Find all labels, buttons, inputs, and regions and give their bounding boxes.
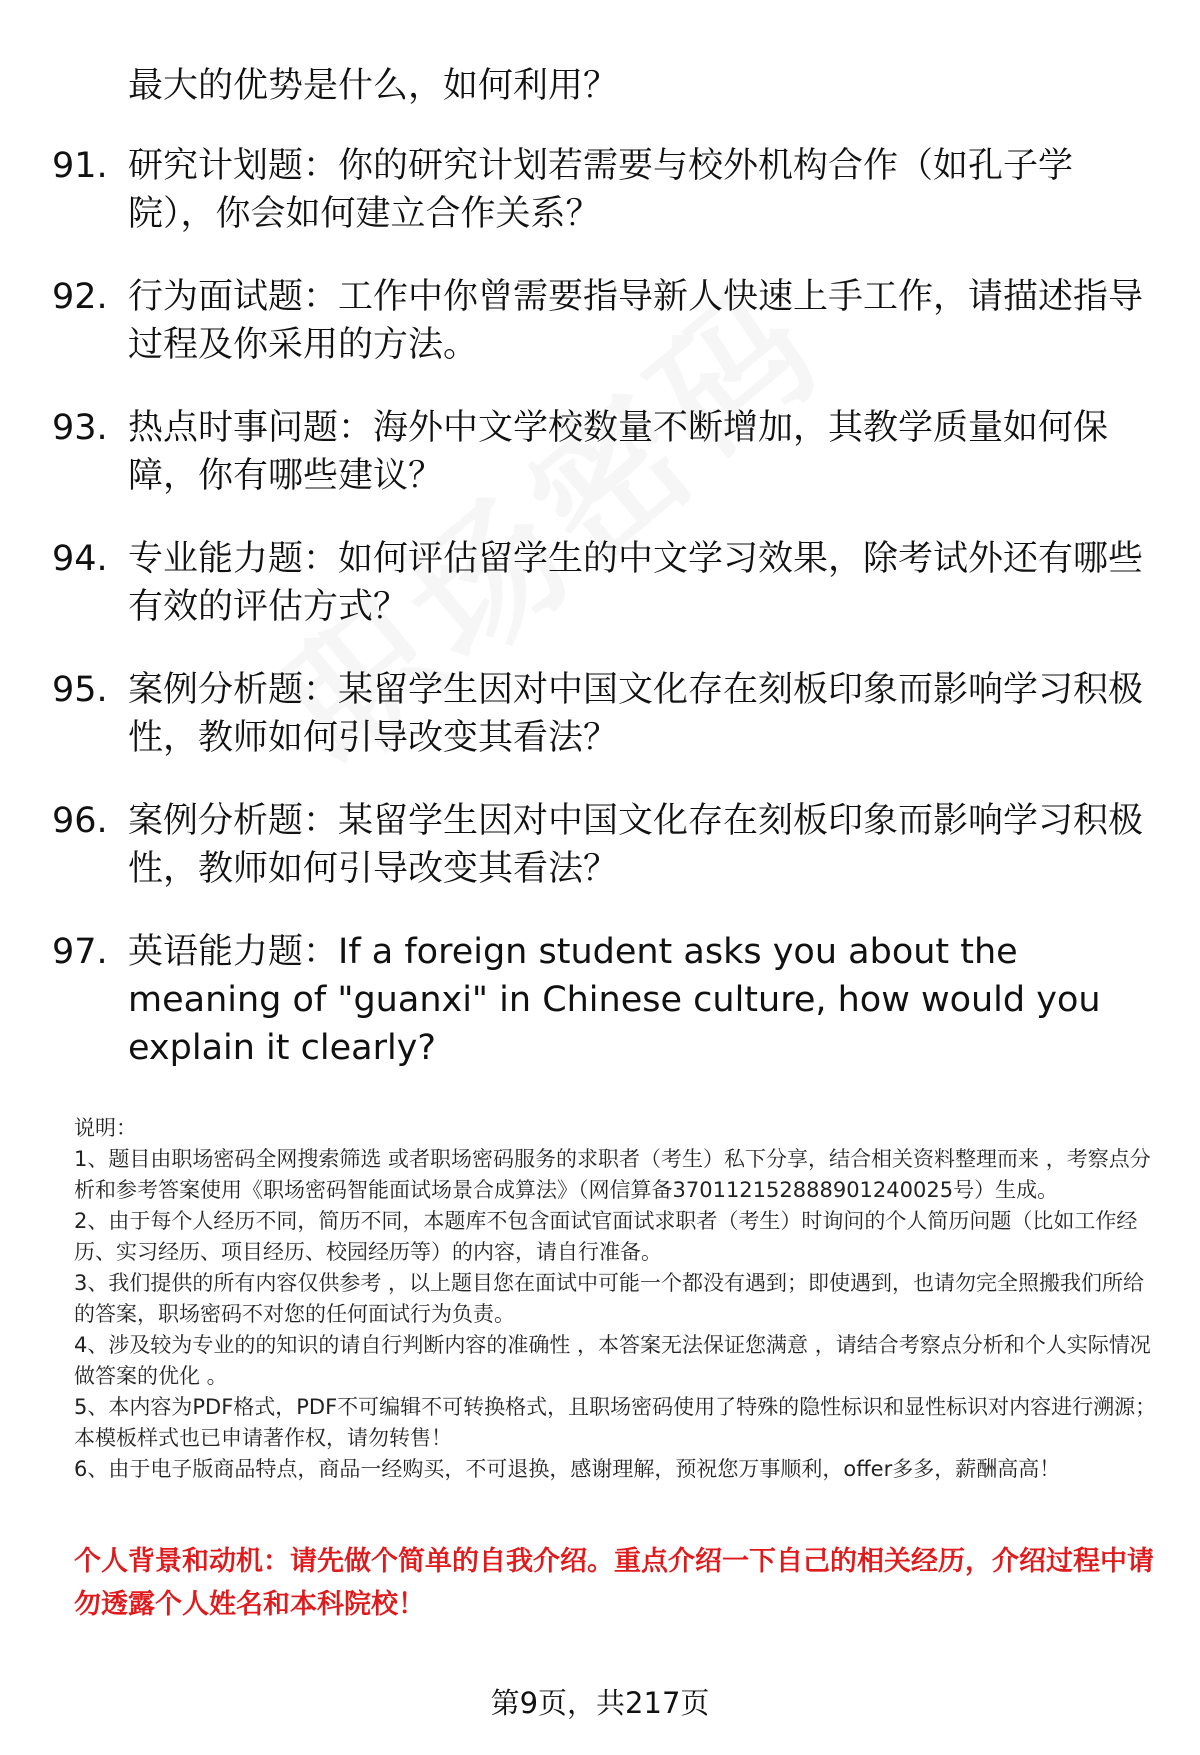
- question-text: 研究计划题：你的研究计划若需要与校外机构合作（如孔子学院），你会如何建立合作关系？: [128, 146, 1074, 234]
- question-item: [52, 273, 1148, 369]
- question-item: [52, 797, 1148, 893]
- question-list: [52, 142, 1148, 1072]
- question-text: 热点时事问题：海外中文学校数量不断增加，其教学质量如何保障，你有哪些建议？: [128, 408, 1109, 496]
- question-number: 96.: [52, 801, 108, 841]
- question-item: [52, 404, 1148, 500]
- note-item: 6、由于电子版商品特点，商品一经购买，不可退换，感谢理解，预祝您万事顺利，offer多多，薪酬高高！: [74, 1457, 1061, 1481]
- question-number: 97.: [52, 932, 108, 972]
- note-item: 1、题目由职场密码全网搜索筛选 或者职场密码服务的求职者（考生）私下分享，结合相关资料整理而来 ，考察点分析和参考答案使用《职场密码智能面试场景合成算法》（网信算备370112152888901240025号）生成。: [74, 1147, 1151, 1202]
- notes-section: [74, 1113, 1160, 1485]
- question-text: 案例分析题：某留学生因对中国文化存在刻板印象而影响学习积极性，教师如何引导改变其看法？: [128, 670, 1144, 758]
- question-item: [52, 928, 1148, 1072]
- question-text: 专业能力题：如何评估留学生的中文学习效果，除考试外还有哪些有效的评估方式？: [128, 539, 1144, 627]
- page-footer: 第9页，共217页: [490, 1686, 710, 1720]
- question-number: 91.: [52, 146, 108, 186]
- question-text: 英语能力题：If a foreign student asks you about the meaning of "guanxi" in Chinese culture, how would you explain it clearly?: [128, 932, 1101, 1068]
- question-continuation: 最大的优势是什么，如何利用？: [128, 66, 619, 106]
- highlight-question: 个人背景和动机：请先做个简单的自我介绍。重点介绍一下自己的相关经历，介绍过程中请勿透露个人姓名和本科院校！: [74, 1546, 1154, 1620]
- question-number: 94.: [52, 539, 108, 579]
- note-item: 4、涉及较为专业的的知识的请自行判断内容的准确性 ，本答案无法保证您满意 ，请结合考察点分析和个人实际情况做答案的优化 。: [74, 1333, 1151, 1388]
- question-number: 95.: [52, 670, 108, 710]
- note-item: 2、由于每个人经历不同，简历不同，本题库不包含面试官面试求职者（考生）时询问的个人简历问题（比如工作经历、实习经历、项目经历、校园经历等）的内容，请自行准备。: [74, 1209, 1138, 1264]
- notes-heading: 说明：: [74, 1116, 137, 1140]
- question-item: [52, 666, 1148, 762]
- note-item: 5、本内容为PDF格式，PDF不可编辑不可转换格式，且职场密码使用了特殊的隐性标识和显性标识对内容进行溯源；本模板样式也已申请著作权，请勿转售！: [74, 1395, 1157, 1450]
- question-text: 案例分析题：某留学生因对中国文化存在刻板印象而影响学习积极性，教师如何引导改变其看法？: [128, 801, 1144, 889]
- note-item: 3、我们提供的所有内容仅供参考 ，以上题目您在面试中可能一个都没有遇到；即使遇到，也请勿完全照搬我们所给的答案，职场密码不对您的任何面试行为负责。: [74, 1271, 1145, 1326]
- question-text: 行为面试题：工作中你曾需要指导新人快速上手工作，请描述指导过程及你采用的方法。: [128, 277, 1144, 365]
- question-item: [52, 142, 1148, 238]
- question-number: 92.: [52, 277, 108, 317]
- question-item: [52, 535, 1148, 631]
- question-number: 93.: [52, 408, 108, 448]
